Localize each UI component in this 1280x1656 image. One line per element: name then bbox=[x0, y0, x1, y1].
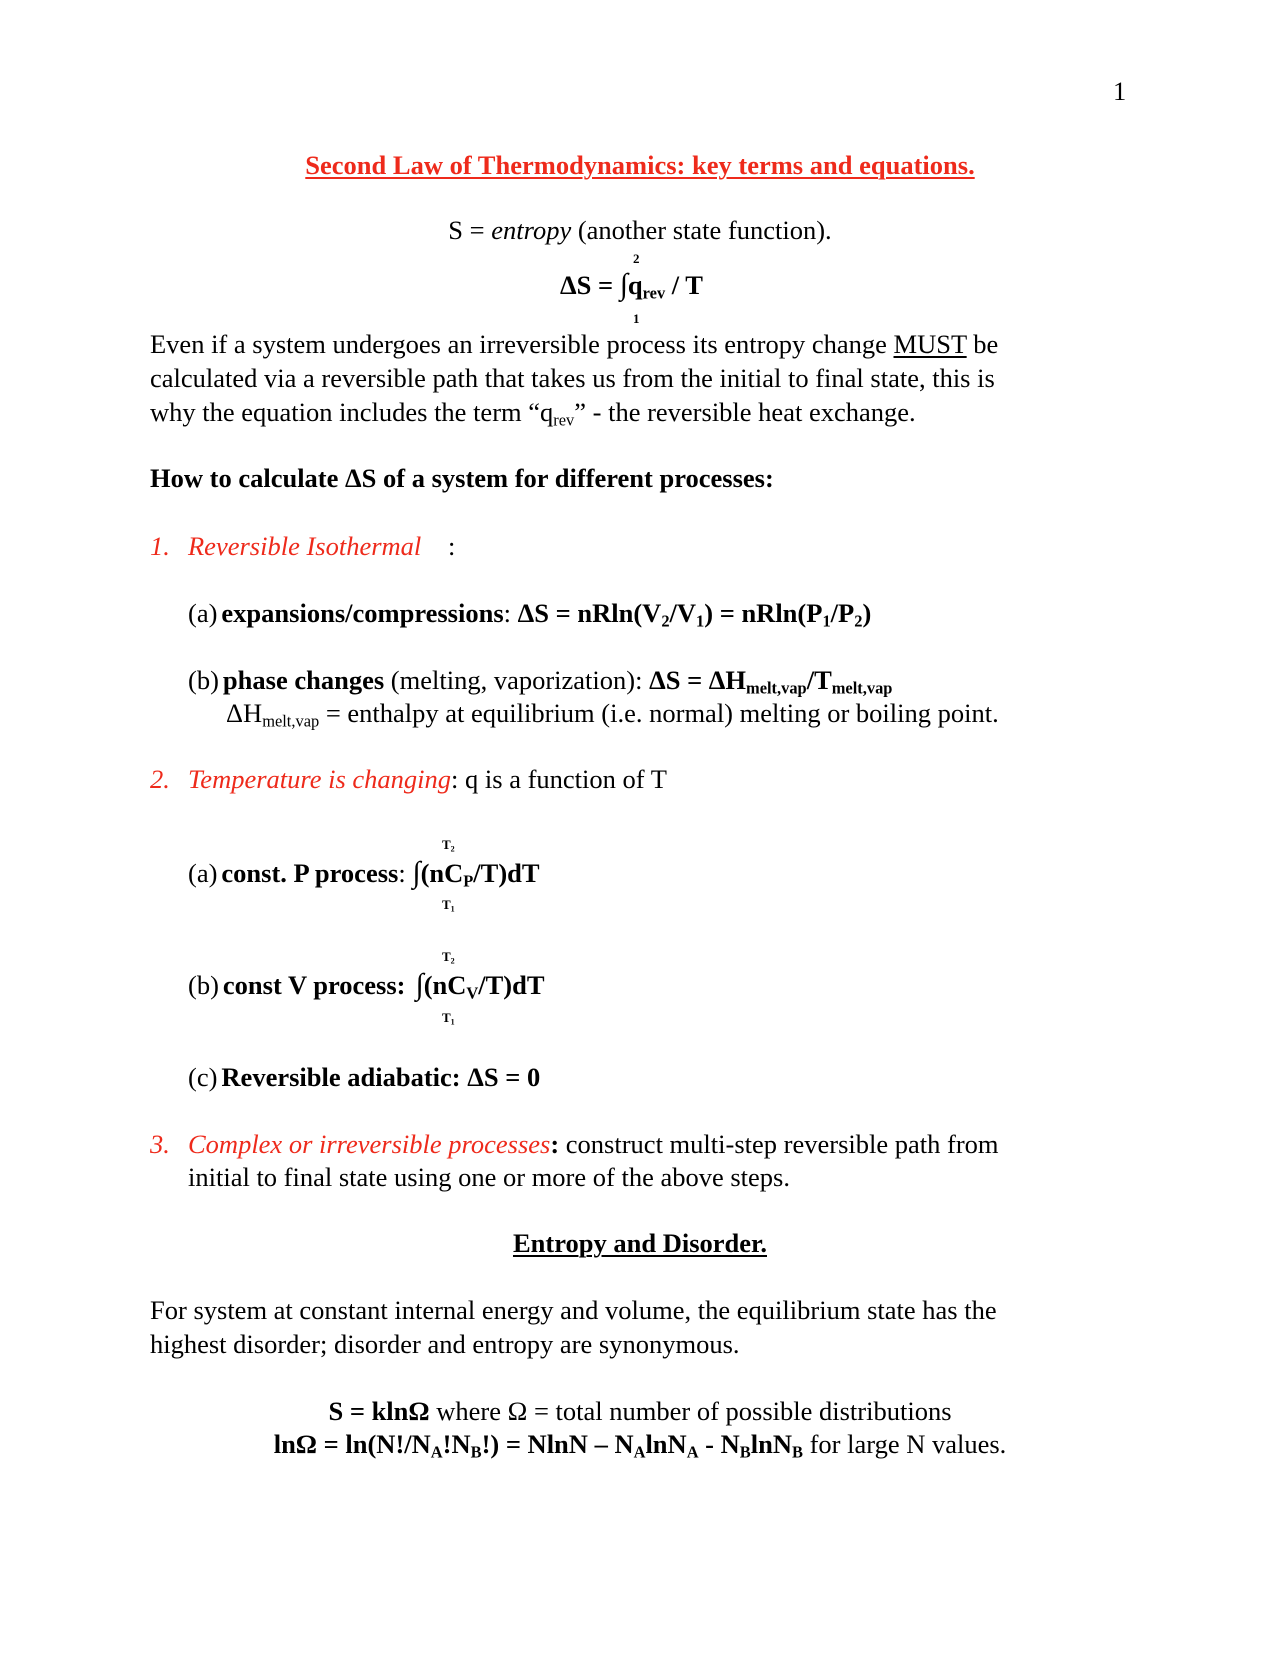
section-1-heading bbox=[150, 531, 456, 561]
section-2a-lower-limit bbox=[442, 897, 455, 914]
section-1a-label: (a) bbox=[188, 598, 218, 628]
section-2a-integral bbox=[412, 856, 540, 891]
entropy-disorder-heading bbox=[0, 1230, 1280, 1257]
eq-part: /T bbox=[806, 665, 832, 695]
section-1b bbox=[188, 665, 893, 698]
note-sub: melt,vap bbox=[262, 711, 320, 731]
eq-part: ΔS = ΔH bbox=[649, 665, 747, 695]
section-1a-colon: : bbox=[503, 598, 518, 628]
eq-sub: A bbox=[633, 1442, 646, 1462]
section-1-colon: : bbox=[448, 531, 456, 561]
expr-sub: V bbox=[466, 983, 479, 1003]
entropy-definition bbox=[0, 217, 1280, 244]
section-2-number: 2. bbox=[150, 764, 170, 794]
limit-t: T bbox=[442, 897, 451, 912]
section-2a-colon: : bbox=[398, 858, 413, 888]
eq-sub: A bbox=[686, 1442, 699, 1462]
boltzmann-line-2 bbox=[0, 1429, 1280, 1462]
limit-sub: 2 bbox=[450, 956, 455, 966]
eq-sub: melt,vap bbox=[831, 678, 893, 698]
heading-2-text: Entropy and Disorder. bbox=[512, 1228, 767, 1258]
page-number: 1 bbox=[1113, 76, 1127, 106]
eq-part: /V bbox=[669, 598, 697, 628]
section-1b-note bbox=[226, 698, 999, 731]
intro-line-1-end: be bbox=[966, 329, 999, 359]
eq-part: ΔS = nRln(V bbox=[517, 598, 662, 628]
disorder-line-1: For system at constant internal energy and volume, the equilibrium state has the bbox=[150, 1295, 997, 1325]
section-2a bbox=[188, 856, 540, 891]
disorder-line-2: highest disorder; disorder and entropy are synonymous. bbox=[150, 1329, 740, 1359]
note-text: = enthalpy at equilibrium (i.e. normal) melting or boiling point. bbox=[319, 698, 999, 728]
q-symbol: q bbox=[627, 270, 643, 300]
section-2-heading bbox=[150, 764, 667, 794]
eq-sub: 2 bbox=[661, 611, 670, 631]
limit-sub: 1 bbox=[450, 904, 455, 914]
how-to-heading: How to calculate ΔS of a system for different processes: bbox=[150, 463, 774, 493]
intro-line-1 bbox=[150, 331, 998, 358]
entropy-def-lhs: S = bbox=[448, 215, 492, 245]
must-emphasis: MUST bbox=[893, 329, 967, 359]
section-2a-upper-limit bbox=[442, 837, 455, 854]
section-2c-text: Reversible adiabatic: ΔS = 0 bbox=[221, 1062, 541, 1092]
eq-sub: A bbox=[430, 1442, 443, 1462]
section-1b-desc: (melting, vaporization): bbox=[384, 665, 650, 695]
section-2b-label: (b) bbox=[188, 970, 219, 1000]
limit-sub: 2 bbox=[450, 844, 455, 854]
section-1a-equation bbox=[517, 598, 872, 631]
limit-sub: 1 bbox=[450, 1017, 455, 1027]
boltzmann-eq: S = klnΩ bbox=[328, 1396, 430, 1426]
section-2b bbox=[188, 968, 545, 1003]
eq-part: ) bbox=[862, 598, 872, 628]
eq-part: !) = NlnN – N bbox=[481, 1429, 634, 1459]
section-2b-integral bbox=[415, 968, 545, 1003]
eq-part: lnN bbox=[750, 1429, 792, 1459]
section-1b-label: (b) bbox=[188, 665, 219, 695]
section-3-number: 3. bbox=[150, 1129, 170, 1159]
section-1-number: 1. bbox=[150, 531, 170, 561]
expr-part: /T)dT bbox=[478, 970, 545, 1000]
title-text: Second Law of Thermodynamics: key terms and equations. bbox=[305, 150, 975, 180]
section-2c bbox=[188, 1064, 540, 1091]
expr-part: (nC bbox=[423, 970, 467, 1000]
section-2-rest: : q is a function of T bbox=[451, 764, 667, 794]
limit-t: T bbox=[442, 837, 451, 852]
section-2b-lower-limit bbox=[442, 1010, 455, 1027]
eq-sub: 1 bbox=[822, 611, 831, 631]
eq-part: /P bbox=[830, 598, 855, 628]
delta-s-integral bbox=[560, 268, 703, 303]
entropy-term: entropy bbox=[491, 215, 572, 245]
intro-line-3-text: why the equation includes the term “q bbox=[150, 397, 554, 427]
section-3-colon: : bbox=[550, 1129, 560, 1159]
eq-part: - N bbox=[698, 1429, 740, 1459]
q-subscript: rev bbox=[642, 283, 666, 303]
intro-line-3 bbox=[150, 397, 916, 430]
section-3-line-1 bbox=[150, 1129, 999, 1159]
page-title bbox=[0, 152, 1280, 179]
section-2a-label: (a) bbox=[188, 858, 218, 888]
section-1b-title: phase changes bbox=[222, 665, 385, 695]
integral-sign: ∫ bbox=[415, 968, 424, 1001]
integral-upper-limit: 2 bbox=[633, 251, 640, 266]
eq-sub: 1 bbox=[696, 611, 705, 631]
eq-part: !N bbox=[442, 1429, 471, 1459]
integral-lower-limit: 1 bbox=[633, 311, 640, 326]
intro-line-3-end: ” - the reversible heat exchange. bbox=[574, 397, 916, 427]
eq-sub: B bbox=[791, 1442, 803, 1462]
stirling-desc: for large N values. bbox=[802, 1429, 1007, 1459]
expr-sub: P bbox=[463, 871, 474, 891]
eq-part: lnΩ = ln(N!/N bbox=[273, 1429, 431, 1459]
section-3-title: Complex or irreversible processes bbox=[188, 1129, 551, 1159]
ds-lhs: ΔS = bbox=[560, 270, 620, 300]
integral-sign: ∫ bbox=[619, 268, 628, 301]
section-1a bbox=[188, 598, 872, 631]
section-2a-title: const. P process bbox=[221, 858, 399, 888]
intro-line-1-text: Even if a system undergoes an irreversible process its entropy change bbox=[150, 329, 894, 359]
section-2c-label: (c) bbox=[188, 1062, 218, 1092]
limit-t: T bbox=[442, 949, 451, 964]
eq-part: lnN bbox=[645, 1429, 687, 1459]
eq-sub: 2 bbox=[854, 611, 863, 631]
integral-sign: ∫ bbox=[412, 856, 421, 889]
intro-q-subscript: rev bbox=[553, 410, 575, 430]
eq-sub: B bbox=[470, 1442, 482, 1462]
expr-part: /T)dT bbox=[473, 858, 540, 888]
boltzmann-desc: where Ω = total number of possible distributions bbox=[429, 1396, 952, 1426]
section-2-title: Temperature is changing bbox=[188, 764, 452, 794]
ds-rest: / T bbox=[665, 270, 703, 300]
section-3-line-2: initial to final state using one or more of the above steps. bbox=[188, 1162, 790, 1192]
section-1b-equation bbox=[649, 665, 893, 698]
section-3-text: construct multi-step reversible path from bbox=[559, 1129, 999, 1159]
section-1a-title: expansions/compressions bbox=[221, 598, 504, 628]
section-1-title: Reversible Isothermal bbox=[188, 531, 422, 561]
stirling-equation bbox=[273, 1429, 803, 1462]
section-2b-upper-limit bbox=[442, 949, 455, 966]
section-2b-title: const V process: bbox=[222, 970, 406, 1000]
note-delta-h: ΔH bbox=[226, 698, 263, 728]
intro-line-2: calculated via a reversible path that takes us from the initial to final state, this is bbox=[150, 363, 995, 393]
boltzmann-line-1 bbox=[0, 1398, 1280, 1425]
limit-t: T bbox=[442, 1010, 451, 1025]
expr-part: (nC bbox=[420, 858, 464, 888]
eq-sub: melt,vap bbox=[746, 678, 807, 698]
eq-part: ) = nRln(P bbox=[704, 598, 823, 628]
eq-sub: B bbox=[739, 1442, 751, 1462]
entropy-def-rest: (another state function). bbox=[571, 215, 832, 245]
